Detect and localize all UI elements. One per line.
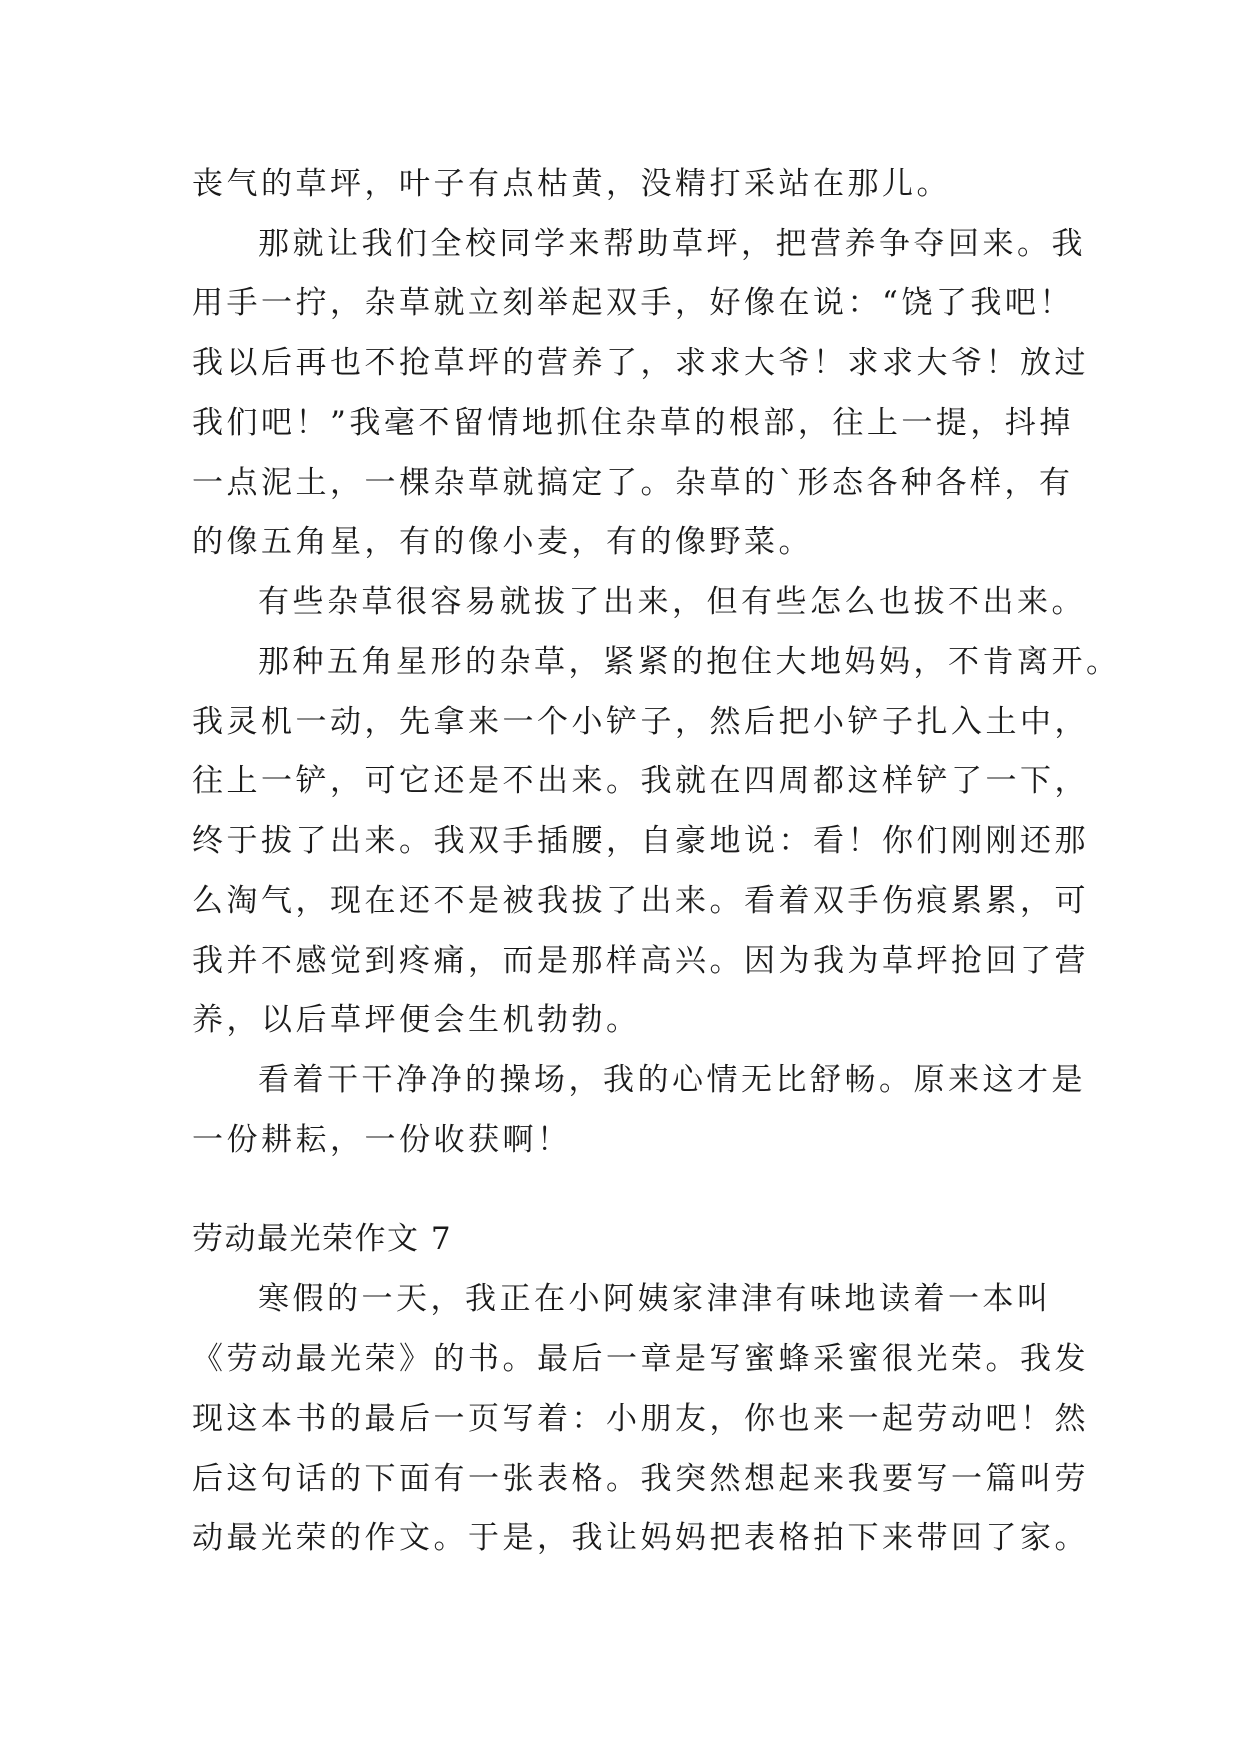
text-line: 后这句话的下面有一张表格。我突然想起来我要写一篇叫劳 [192,1461,1089,1497]
text-line: 么淘气，现在还不是被我拔了出来。看着双手伤痕累累，可 [192,883,1089,919]
text-line: 终于拔了出来。我双手插腰，自豪地说：看！你们刚刚还那 [192,823,1089,859]
text-line: 我以后再也不抢草坪的营养了，求求大爷！求求大爷！放过 [192,345,1089,381]
text-line: 寒假的一天，我正在小阿姨家津津有味地读着一本叫 [258,1281,1052,1317]
text-line: 现这本书的最后一页写着：小朋友，你也来一起劳动吧！然 [192,1401,1089,1437]
text-line: 那就让我们全校同学来帮助草坪，把营养争夺回来。我 [258,226,1086,262]
text-line: 有些杂草很容易就拔了出来，但有些怎么也拔不出来。 [258,584,1086,620]
text-line: 那种五角星形的杂草，紧紧的抱住大地妈妈，不肯离开。 [258,644,1121,680]
text-line: 动最光荣的作文。于是，我让妈妈把表格拍下来带回了家。 [192,1520,1089,1556]
text-line: 《劳动最光荣》的书。最后一章是写蜜蜂采蜜很光荣。我发 [192,1341,1089,1377]
text-line: 丧气的草坪，叶子有点枯黄，没精打采站在那儿。 [192,166,951,202]
text-line: 一份耕耘，一份收获啊！ [192,1122,572,1158]
text-line: 看着干干净净的操场，我的心情无比舒畅。原来这才是 [258,1062,1086,1098]
text-line: 我们吧！”我毫不留情地抓住杂草的根部，往上一提，抖掉 [192,405,1074,441]
text-line: 的像五角星，有的像小麦，有的像野菜。 [192,524,813,560]
text-line: 一点泥土，一棵杂草就搞定了。杂草的`形态各种各样，有 [192,465,1074,501]
text-line: 我灵机一动，先拿来一个小铲子，然后把小铲子扎入土中， [192,704,1089,740]
text-line: 用手一拧，杂草就立刻举起双手，好像在说：“饶了我吧！ [192,285,1074,321]
text-line: 我并不感觉到疼痛，而是那样高兴。因为我为草坪抢回了营 [192,943,1089,979]
section-heading: 劳动最光荣作文 7 [192,1221,453,1257]
text-line: 养，以后草坪便会生机勃勃。 [192,1002,641,1038]
text-line: 往上一铲，可它还是不出来。我就在四周都这样铲了一下， [192,763,1089,799]
